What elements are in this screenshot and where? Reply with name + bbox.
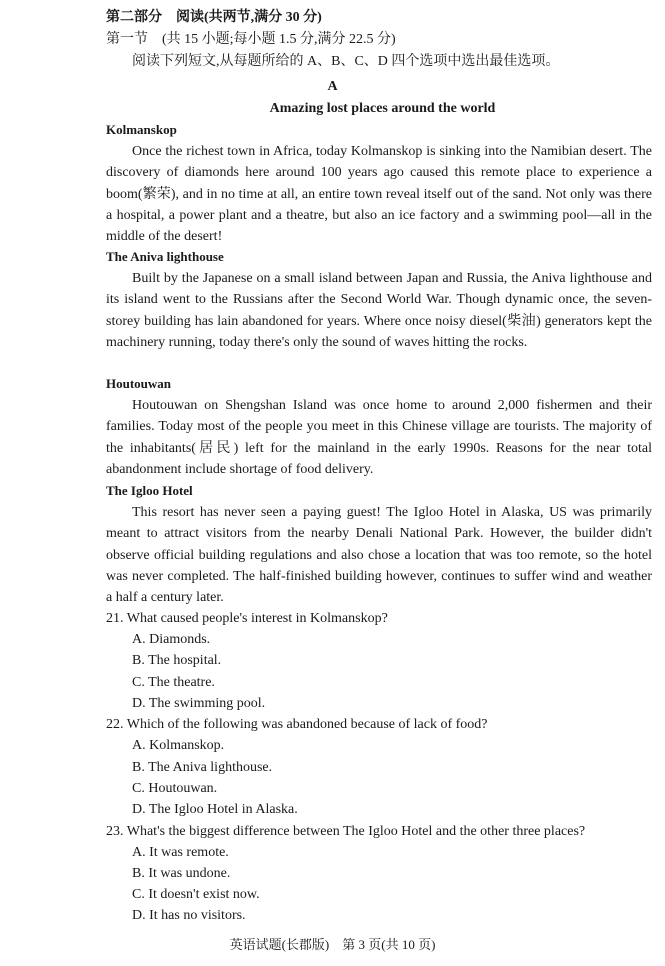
- page-footer: 英语试题(长郡版) 第 3 页(共 10 页): [229, 937, 436, 952]
- paragraph: Once the richest town in Africa, today Kolmanskop is sinking into the Namibian desert. The discovery of diamonds here around 100 years ago caused this remote place to experience a boom(繁荣), and in no time at all, an entire town reveal itself out of the sand. Not only was there a hospital, a power plant and a theatre, but also an ice factory and a swimming pool—all in the middle of the desert!: [106, 144, 652, 245]
- section-text-igloo: [106, 502, 652, 608]
- section-text-kolmanskop: [106, 141, 652, 247]
- passage-title: Amazing lost places around the world: [269, 101, 496, 116]
- question-22-option-a[interactable]: A. Kolmanskop.: [132, 738, 225, 753]
- question-21-option-c[interactable]: C. The theatre.: [132, 675, 215, 690]
- part-title: 第二部分 阅读(共两节,满分 30 分): [106, 10, 322, 25]
- section-heading-kolmanskop: Kolmanskop: [106, 122, 177, 137]
- question-21-option-a[interactable]: A. Diamonds.: [132, 632, 211, 647]
- paragraph: Houtouwan on Shengshan Island was once home to around 2,000 fishermen and their families. Today most of the people you meet in this Chinese village are tourists. The majority of the inhabitants(居民) left for the mainland in the early 1990s. Reasons for the near total abandonment include shortage of food delivery.: [106, 398, 652, 477]
- question-22-stem: 22. Which of the following was abandoned because of lack of food?: [106, 717, 488, 732]
- section-heading-houtouwan: Houtouwan: [106, 376, 172, 391]
- question-23-option-c[interactable]: C. It doesn't exist now.: [132, 887, 260, 902]
- passage-letter: A: [327, 79, 338, 94]
- section-text-aniva: [106, 268, 652, 353]
- question-21-option-d[interactable]: D. The swimming pool.: [132, 696, 266, 711]
- paragraph: Built by the Japanese on a small island between Japan and Russia, the Aniva lighthouse and its island went to the Russians after the Second World War. Though dynamic once, the seven-storey building has lain abandoned for years. Where once noisy diesel(柴油) generators kept the machinery running, today there's only the sound of waves hitting the rocks.: [106, 271, 652, 350]
- instruction: 阅读下列短文,从每题所给的 A、B、C、D 四个选项中选出最佳选项。: [132, 54, 560, 69]
- question-22-option-b[interactable]: B. The Aniva lighthouse.: [132, 760, 273, 775]
- question-23-option-b[interactable]: B. It was undone.: [132, 866, 231, 881]
- section-heading-aniva: The Aniva lighthouse: [106, 249, 224, 264]
- section-text-houtouwan: [106, 395, 652, 480]
- question-23-option-a[interactable]: A. It was remote.: [132, 845, 229, 860]
- question-21-stem: 21. What caused people's interest in Kolmanskop?: [106, 611, 388, 626]
- paragraph: This resort has never seen a paying guest! The Igloo Hotel in Alaska, US was primarily meant to attract visitors from the nearby Denali National Park. However, the builder didn't observe official building regulations and also chose a location that was too remote, so the hotel was never completed. The half-finished building however, continues to suffer wind and weather a half a century later.: [106, 505, 652, 606]
- section-heading-igloo: The Igloo Hotel: [106, 483, 193, 498]
- question-23-option-d[interactable]: D. It has no visitors.: [132, 908, 246, 923]
- question-22-option-d[interactable]: D. The Igloo Hotel in Alaska.: [132, 802, 298, 817]
- question-22-option-c[interactable]: C. Houtouwan.: [132, 781, 218, 796]
- section-title: 第一节 (共 15 小题;每小题 1.5 分,满分 22.5 分): [106, 32, 396, 47]
- question-23-stem: 23. What's the biggest difference between The Igloo Hotel and the other three places?: [106, 824, 586, 839]
- question-21-option-b[interactable]: B. The hospital.: [132, 653, 222, 668]
